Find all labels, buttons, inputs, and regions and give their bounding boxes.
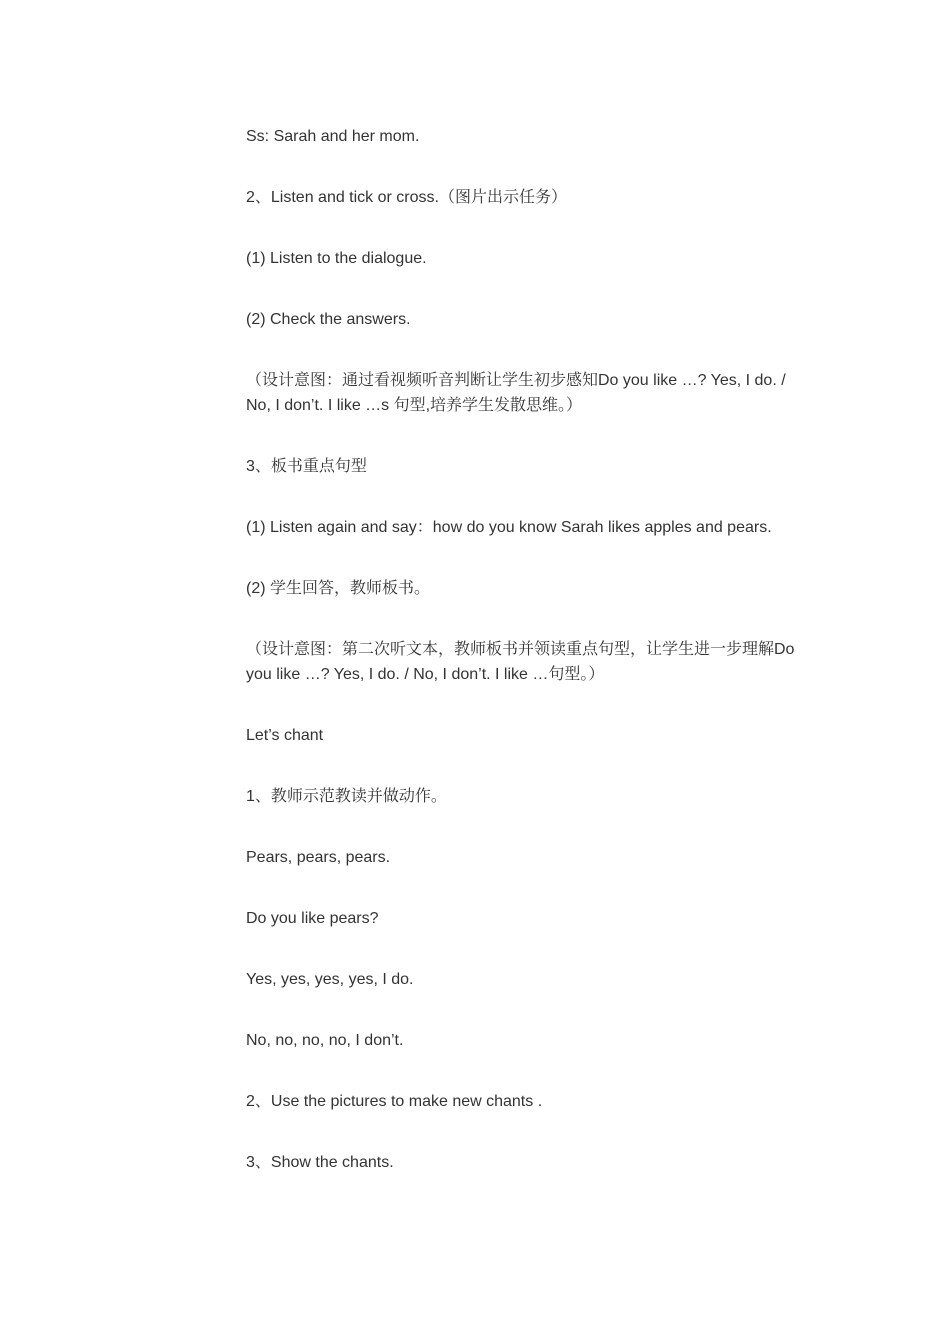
paragraph-design-intent-2: （设计意图：第二次听文本，教师板书并领读重点句型，让学生进一步理解Do you like …? Yes, I do. / No, I don’t. I like …句型。） xyxy=(246,641,795,683)
paragraph-listen-dialogue: (1) Listen to the dialogue. xyxy=(246,250,427,267)
paragraph-gap xyxy=(246,601,806,637)
paragraph-gap xyxy=(246,210,806,246)
paragraph-gap xyxy=(246,992,806,1028)
paragraph-gap xyxy=(246,332,806,368)
paragraph-gap xyxy=(246,149,806,185)
paragraph-chant-line-4: No, no, no, no, I don’t. xyxy=(246,1032,404,1049)
paragraph-chant-line-3: Yes, yes, yes, yes, I do. xyxy=(246,971,414,988)
paragraph-students-answer: (2) 学生回答，教师板书。 xyxy=(246,580,431,597)
paragraph-gap xyxy=(246,809,806,845)
paragraph-show-chants: 3、Show the chants. xyxy=(246,1154,394,1171)
paragraph-design-intent-1: （设计意图：通过看视频听音判断让学生初步感知Do you like …? Yes, I do. / No, I don’t. I like …s 句型,培养学生发散思维。） xyxy=(246,372,786,414)
paragraph-step-listen-tick: 2、Listen and tick or cross.（图片出示任务） xyxy=(246,189,567,206)
paragraph-gap xyxy=(246,870,806,906)
paragraph-listen-again: (1) Listen again and say：how do you know Sarah likes apples and pears. xyxy=(246,519,772,536)
paragraph-chant-line-1: Pears, pears, pears. xyxy=(246,849,391,866)
paragraph-answer: Ss: Sarah and her mom. xyxy=(246,128,420,145)
paragraph-gap xyxy=(246,931,806,967)
document-body xyxy=(246,124,806,1175)
paragraph-gap xyxy=(246,748,806,784)
paragraph-gap xyxy=(246,540,806,576)
paragraph-gap xyxy=(246,418,806,454)
paragraph-make-new-chants: 2、Use the pictures to make new chants . xyxy=(246,1093,543,1110)
paragraph-gap xyxy=(246,1053,806,1089)
paragraph-chant-line-2: Do you like pears? xyxy=(246,910,379,927)
paragraph-step-board-sentences: 3、板书重点句型 xyxy=(246,458,367,475)
paragraph-gap xyxy=(246,479,806,515)
paragraph-gap xyxy=(246,687,806,723)
paragraph-gap xyxy=(246,1114,806,1150)
paragraph-gap xyxy=(246,271,806,307)
paragraph-lets-chant: Let’s chant xyxy=(246,727,324,744)
paragraph-teacher-demo: 1、教师示范教读并做动作。 xyxy=(246,788,447,805)
paragraph-check-answers: (2) Check the answers. xyxy=(246,311,411,328)
